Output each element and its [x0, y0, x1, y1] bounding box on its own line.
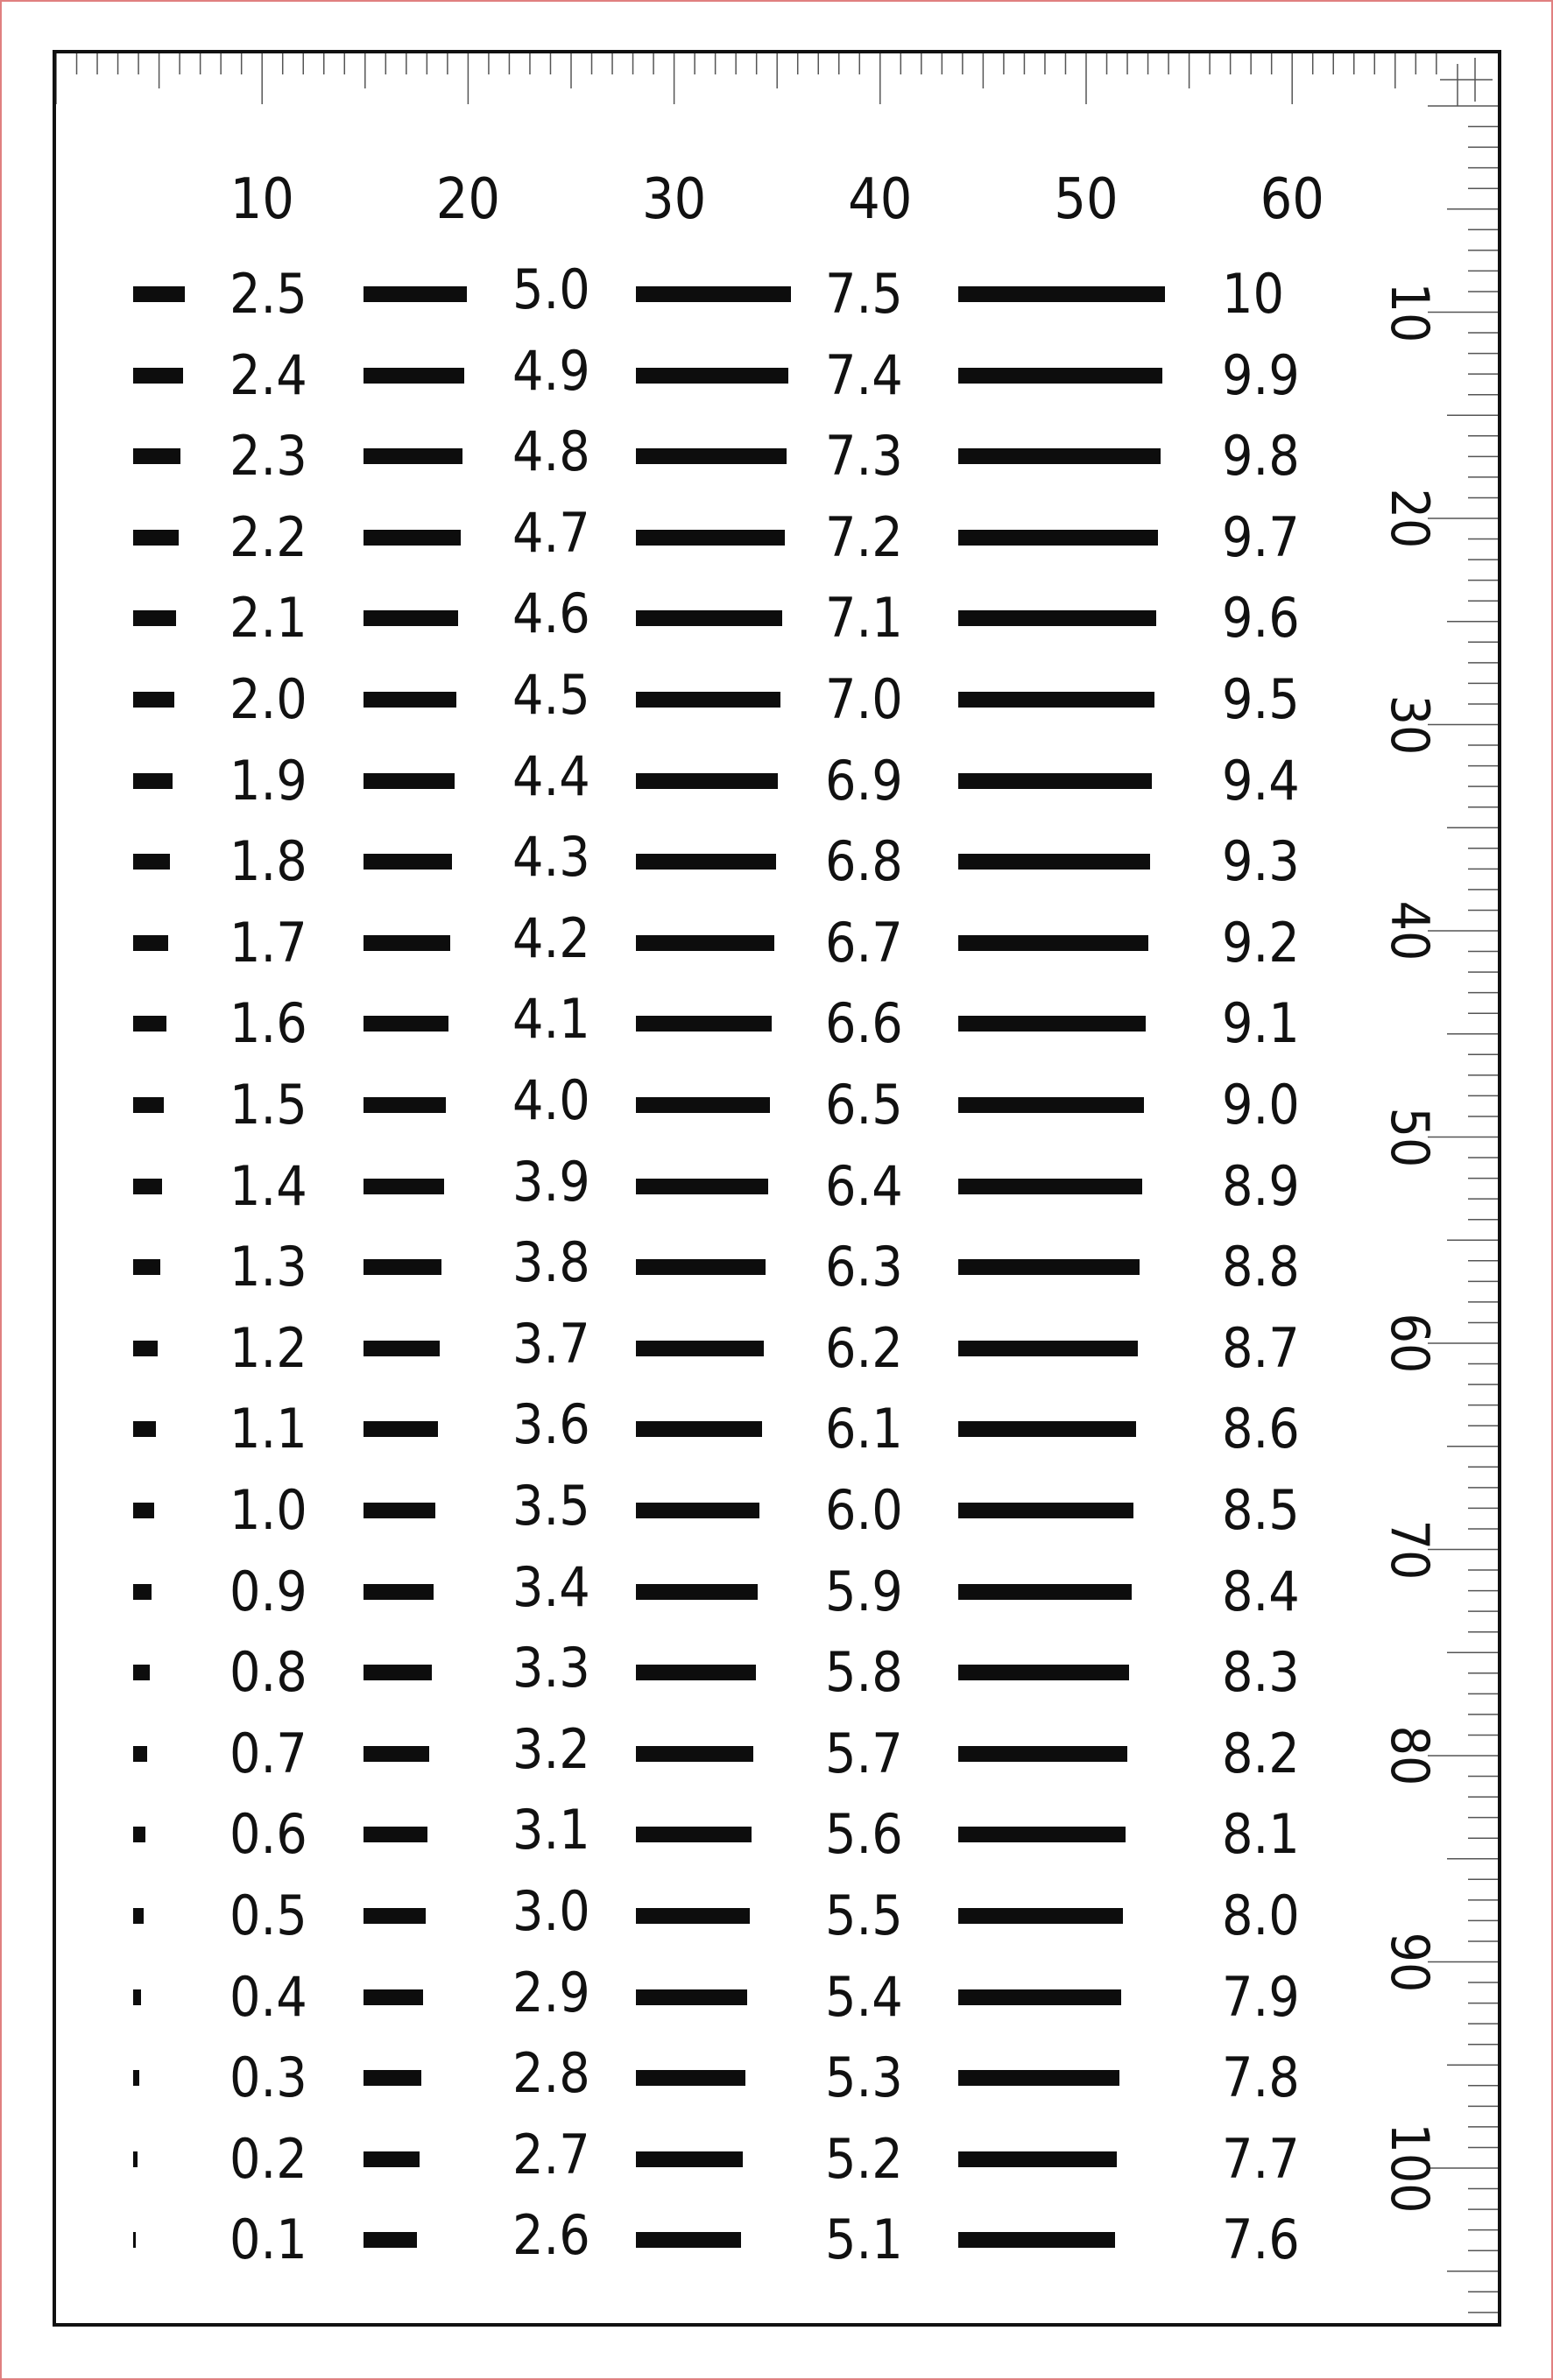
gauge-value-label: 0.2	[229, 2126, 307, 2191]
gauge-bar	[636, 1421, 762, 1437]
gauge-value-label: 4.9	[512, 338, 590, 403]
gauge-bar	[364, 692, 456, 708]
gauge-bar	[364, 1989, 423, 2005]
right-ruler-label: 90	[1379, 1932, 1440, 1992]
gauge-value-label: 0.6	[229, 1802, 307, 1867]
gauge-value-label: 2.1	[229, 586, 307, 651]
gauge-bar	[364, 1746, 429, 1762]
gauge-bar	[364, 1908, 426, 1924]
gauge-value-label: 6.9	[825, 748, 903, 813]
gauge-bar	[636, 1584, 758, 1600]
gauge-value-label: 3.0	[512, 1879, 590, 1943]
corner-crosshair	[1440, 58, 1493, 106]
gauge-value-label: 7.5	[825, 262, 903, 326]
gauge-bar	[636, 2070, 745, 2086]
gauge-value-label: 8.1	[1222, 1802, 1300, 1867]
gauge-value-label: 1.0	[229, 1478, 307, 1542]
gauge-bar	[958, 1259, 1140, 1275]
gauge-value-label: 5.0	[512, 257, 590, 321]
gauge-bar	[133, 1259, 160, 1275]
gauge-bar	[364, 1016, 448, 1032]
gauge-value-label: 0.1	[229, 2207, 307, 2272]
gauge-bar	[958, 1827, 1126, 1842]
gauge-value-label: 8.6	[1222, 1397, 1300, 1461]
gauge-value-label: 5.1	[825, 2207, 903, 2272]
gauge-bar	[958, 773, 1152, 789]
gauge-value-label: 3.9	[512, 1149, 590, 1214]
gauge-bar	[133, 1908, 144, 1924]
gauge-bar	[958, 1179, 1142, 1194]
gauge-value-label: 0.8	[229, 1640, 307, 1705]
right-ruler-label: 100	[1379, 2123, 1440, 2214]
gauge-value-label: 5.6	[825, 1802, 903, 1867]
gauge-value-label: 7.3	[825, 424, 903, 489]
gauge-value-label: 5.5	[825, 1884, 903, 1947]
gauge-value-label: 7.6	[1222, 2207, 1300, 2272]
gauge-value-label: 1.7	[229, 910, 307, 975]
gauge-bar	[133, 1503, 154, 1518]
gauge-value-label: 7.0	[825, 667, 903, 731]
gauge-value-label: 9.5	[1222, 667, 1300, 731]
gauge-bar	[133, 530, 179, 546]
gauge-value-label: 7.9	[1222, 1964, 1300, 2029]
gauge-bar	[364, 773, 455, 789]
gauge-value-label: 2.6	[512, 2203, 590, 2268]
gauge-bar	[133, 854, 170, 870]
right-ruler-label: 70	[1379, 1519, 1440, 1580]
gauge-value-label: 3.1	[512, 1798, 590, 1862]
gauge-value-label: 4.6	[512, 581, 590, 646]
gauge-bar	[636, 1341, 764, 1356]
right-ruler-label: 50	[1379, 1107, 1440, 1167]
gauge-value-label: 8.0	[1222, 1884, 1300, 1947]
gauge-bar	[364, 1179, 444, 1194]
gauge-value-label: 1.6	[229, 991, 307, 1056]
gauge-value-label: 1.9	[229, 748, 307, 813]
gauge-value-label: 2.3	[229, 424, 307, 489]
gauge-bar	[958, 1016, 1146, 1032]
gauge-bar	[133, 1016, 166, 1032]
gauge-bar	[958, 1908, 1123, 1924]
gauge-value-label: 5.2	[825, 2126, 903, 2191]
gauge-bar	[958, 1989, 1121, 2005]
gauge-bar	[133, 610, 176, 626]
gauge-value-label: 9.3	[1222, 829, 1300, 894]
top-ruler-label: 10	[229, 167, 294, 232]
gauge-value-label: 6.7	[825, 910, 903, 975]
gauge-value-label: 6.4	[825, 1153, 903, 1218]
right-ruler-label: 20	[1379, 488, 1440, 549]
gauge-value-label: 7.4	[825, 342, 903, 407]
gauge-bar	[133, 2070, 139, 2086]
gauge-bar	[958, 1503, 1133, 1518]
gauge-bar	[958, 1097, 1144, 1113]
gauge-bar	[133, 1179, 162, 1194]
gauge-value-label: 8.4	[1222, 1559, 1300, 1623]
gauge-bar	[364, 530, 461, 546]
gauge-value-label: 2.5	[229, 262, 307, 326]
gauge-value-label: 1.3	[229, 1235, 307, 1299]
gauge-bar	[133, 2232, 136, 2248]
gauge-bar	[636, 2151, 743, 2167]
gauge-value-label: 3.5	[512, 1474, 590, 1538]
gauge-value-label: 8.5	[1222, 1478, 1300, 1542]
gauge-bar	[133, 448, 180, 464]
gauge-bar	[133, 1584, 152, 1600]
gauge-bar	[133, 1827, 145, 1842]
gauge-bar	[364, 448, 462, 464]
gauge-value-label: 5.4	[825, 1964, 903, 2029]
gauge-value-label: 1.1	[229, 1397, 307, 1461]
gauge-value-label: 9.7	[1222, 504, 1300, 569]
top-ruler-label: 40	[848, 167, 913, 232]
gauge-value-label: 4.7	[512, 500, 590, 565]
gauge-value-label: 2.7	[512, 2122, 590, 2186]
gauge-bar	[636, 1746, 753, 1762]
right-ruler-label: 30	[1379, 694, 1440, 755]
gauge-bar	[958, 1421, 1136, 1437]
gauge-bar	[364, 1421, 438, 1437]
gauge-bar	[364, 1503, 435, 1518]
gauge-value-label: 0.3	[229, 2046, 307, 2110]
gauge-value-label: 1.5	[229, 1073, 307, 1137]
right-ruler-label: 40	[1379, 900, 1440, 961]
gauge-bar	[364, 610, 458, 626]
gauge-value-label: 2.2	[229, 504, 307, 569]
gauge-bar	[958, 2070, 1119, 2086]
gauge-bar	[958, 610, 1156, 626]
top-ruler-label: 60	[1260, 167, 1324, 232]
gauge-value-label: 3.3	[512, 1636, 590, 1701]
gauge-bar	[636, 1503, 759, 1518]
gauge-value-label: 1.4	[229, 1153, 307, 1218]
gauge-bar	[364, 2070, 421, 2086]
gauge-bar	[636, 692, 780, 708]
gauge-value-label: 8.2	[1222, 1721, 1300, 1785]
gauge-bar	[636, 1259, 766, 1275]
gauge-value-label: 4.5	[512, 663, 590, 727]
gauge-value-label: 7.1	[825, 586, 903, 651]
top-ruler-label: 50	[1054, 167, 1119, 232]
gauge-bar	[636, 935, 774, 951]
gauge-value-label: 8.8	[1222, 1235, 1300, 1299]
gauge-bar	[958, 2232, 1115, 2248]
gauge-bar	[958, 1341, 1138, 1356]
gauge-bar	[636, 1989, 747, 2005]
gauge-value-label: 5.3	[825, 2046, 903, 2110]
gauge-value-label: 7.8	[1222, 2046, 1300, 2110]
gauge-bar	[364, 1584, 434, 1600]
gauge-bar	[636, 1097, 770, 1113]
gauge-value-label: 6.0	[825, 1478, 903, 1542]
gauge-bar	[133, 1097, 164, 1113]
gauge-value-label: 9.6	[1222, 586, 1300, 651]
gauge-bar	[636, 286, 791, 302]
gauge-value-label: 6.6	[825, 991, 903, 1056]
gauge-bar	[636, 610, 782, 626]
gauge-value-label: 3.7	[512, 1311, 590, 1376]
gauge-bar	[636, 1179, 768, 1194]
gauge-value-label: 10	[1222, 262, 1284, 326]
gauge-bar	[133, 1989, 141, 2005]
gauge-value-label: 7.7	[1222, 2126, 1300, 2191]
gauge-value-label: 9.2	[1222, 910, 1300, 975]
gauge-value-label: 1.2	[229, 1315, 307, 1380]
gauge-bar	[958, 1746, 1127, 1762]
gauge-bar	[636, 1016, 772, 1032]
gauge-value-label: 2.9	[512, 1960, 590, 2024]
gauge-value-label: 5.8	[825, 1640, 903, 1705]
gauge-value-label: 0.4	[229, 1964, 307, 2029]
gauge-value-label: 7.2	[825, 504, 903, 569]
gauge-bar	[636, 2232, 741, 2248]
right-ruler-label: 10	[1379, 282, 1440, 342]
gauge-bar	[636, 1827, 752, 1842]
gauge-value-label: 0.9	[229, 1559, 307, 1623]
gauge-bar	[133, 1665, 150, 1680]
gauge-value-label: 8.9	[1222, 1153, 1300, 1218]
gauge-value-label: 9.4	[1222, 748, 1300, 813]
gauge-value-label: 6.3	[825, 1235, 903, 1299]
gauge-bar	[958, 368, 1162, 384]
gauge-bar	[133, 935, 168, 951]
gauge-bar	[133, 1746, 147, 1762]
gauge-value-label: 4.3	[512, 825, 590, 890]
gauge-value-label: 3.4	[512, 1554, 590, 1619]
gauge-value-label: 9.0	[1222, 1073, 1300, 1137]
right-ruler-label: 80	[1379, 1725, 1440, 1786]
gauge-bar	[133, 2151, 138, 2167]
gauge-bar	[958, 935, 1148, 951]
right-ruler-label: 60	[1379, 1313, 1440, 1374]
gauge-bar	[364, 1341, 440, 1356]
gauge-value-label: 0.5	[229, 1884, 307, 1947]
gauge-value-label: 8.3	[1222, 1640, 1300, 1705]
gauge-value-label: 9.8	[1222, 424, 1300, 489]
gauge-bar	[636, 1665, 756, 1680]
gauge-bar	[133, 368, 183, 384]
gauge-value-label: 3.8	[512, 1230, 590, 1295]
gauge-bar	[636, 448, 787, 464]
gauge-value-label: 4.2	[512, 905, 590, 970]
gauge-bar	[133, 1421, 156, 1437]
gauge-value-label: 5.9	[825, 1559, 903, 1623]
gauge-bar	[364, 854, 452, 870]
gauge-bar	[636, 1908, 750, 1924]
gauge-bar	[133, 286, 185, 302]
gauge-bar	[364, 935, 450, 951]
gauge-bar	[636, 368, 788, 384]
gauge-bar	[636, 773, 778, 789]
gauge-card	[53, 50, 1501, 2327]
gauge-value-label: 2.4	[229, 342, 307, 407]
gauge-bar	[958, 286, 1165, 302]
gauge-bar	[133, 1341, 158, 1356]
gauge-value-label: 6.5	[825, 1073, 903, 1137]
gauge-value-label: 4.1	[512, 987, 590, 1052]
gauge-value-label: 8.7	[1222, 1315, 1300, 1380]
gauge-bar	[958, 448, 1161, 464]
gauge-value-label: 3.2	[512, 1716, 590, 1781]
gauge-bar	[364, 1097, 446, 1113]
top-ruler-label: 30	[641, 167, 707, 232]
gauge-bar	[636, 854, 776, 870]
top-ruler-label: 20	[435, 167, 501, 232]
gauge-value-label: 4.4	[512, 743, 590, 808]
gauge-value-label: 3.6	[512, 1392, 590, 1457]
gauge-value-label: 4.0	[512, 1068, 590, 1132]
gauge-bar	[958, 854, 1150, 870]
gauge-bar	[364, 368, 464, 384]
gauge-bar	[364, 1259, 441, 1275]
gauge-value-label: 6.8	[825, 829, 903, 894]
gauge-value-label: 6.1	[825, 1397, 903, 1461]
gauge-bar	[364, 286, 467, 302]
gauge-bar	[958, 692, 1154, 708]
gauge-bar	[958, 1584, 1132, 1600]
gauge-bar	[133, 773, 173, 789]
gauge-value-label: 6.2	[825, 1315, 903, 1380]
gauge-value-label: 2.8	[512, 2041, 590, 2106]
gauge-bar	[364, 2232, 417, 2248]
gauge-bar	[958, 2151, 1117, 2167]
gauge-value-label: 5.7	[825, 1721, 903, 1785]
gauge-value-label: 4.8	[512, 419, 590, 484]
gauge-bar	[636, 530, 785, 546]
gauge-bar	[133, 692, 174, 708]
gauge-bar	[958, 530, 1158, 546]
gauge-bar	[364, 1665, 432, 1680]
gauge-bar	[364, 1827, 427, 1842]
gauge-value-label: 2.0	[229, 667, 307, 731]
gauge-bar	[364, 2151, 420, 2167]
gauge-value-label: 1.8	[229, 829, 307, 894]
gauge-value-label: 9.9	[1222, 342, 1300, 407]
gauge-value-label: 0.7	[229, 1721, 307, 1785]
gauge-value-label: 9.1	[1222, 991, 1300, 1056]
gauge-bar	[958, 1665, 1129, 1680]
